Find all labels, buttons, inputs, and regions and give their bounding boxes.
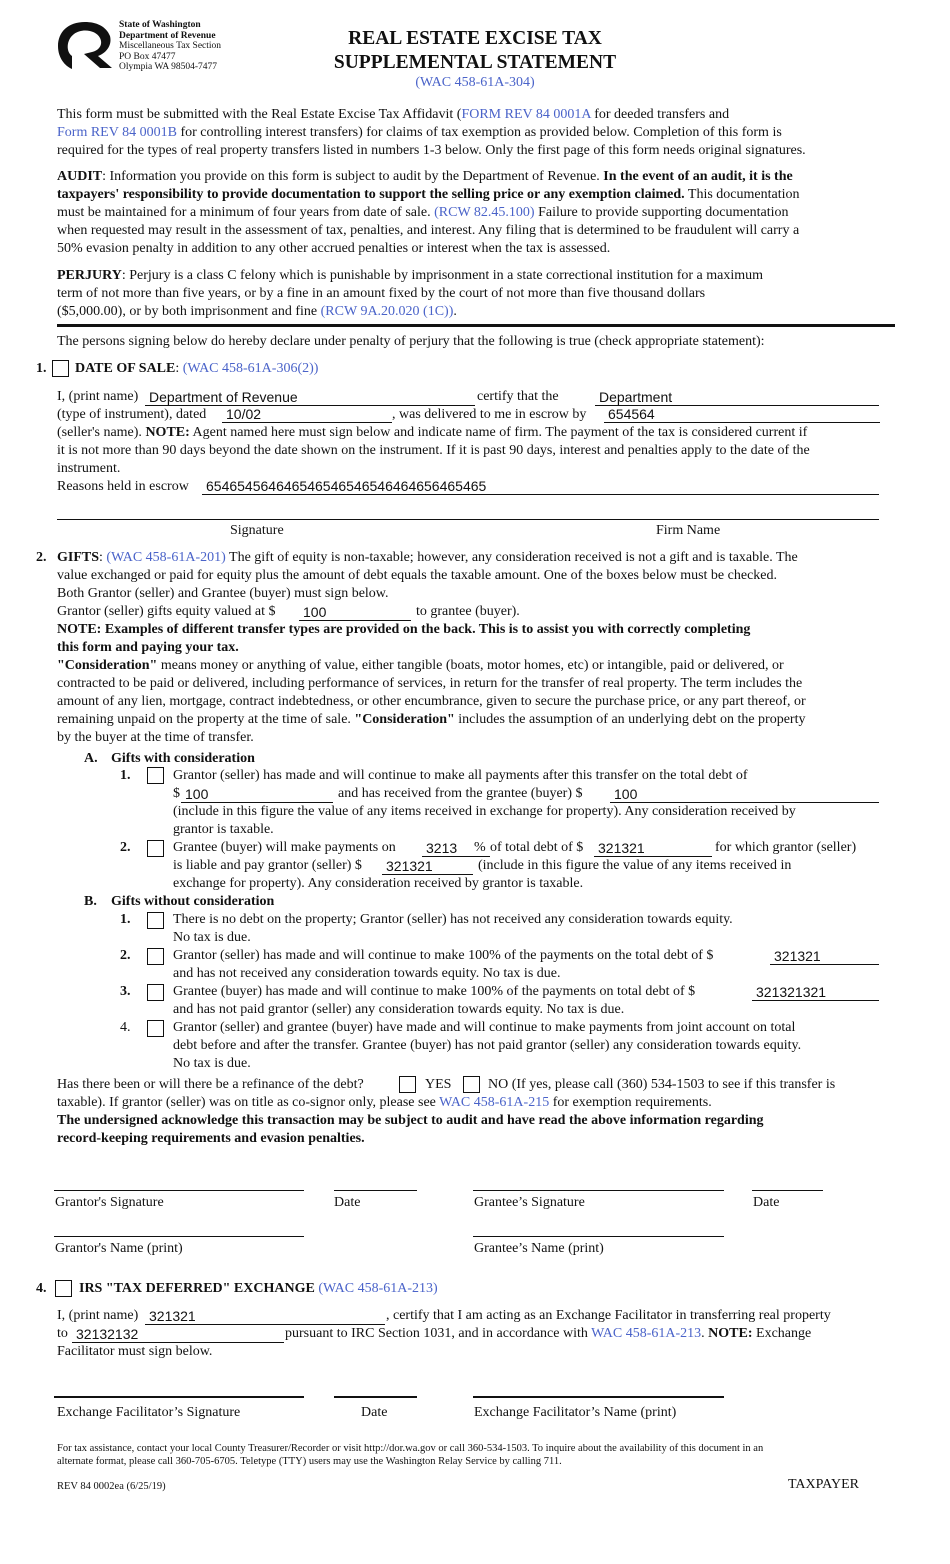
audit-line [57,204,897,222]
note-label: NOTE: [708,1326,753,1341]
subsection-b-title: Gifts without consideration [111,894,275,909]
date-of-sale-label: DATE OF SALE [75,361,176,376]
to-label: to [57,1326,68,1341]
a1-text: grantor is taxable. [173,822,274,837]
gifts-line: Both Grantor (seller) and Grantee (buyer) must sign below. [57,586,389,601]
a2-pay-field[interactable]: 321321 [382,858,473,875]
intro-paragraph [57,106,897,160]
acknowledgement [57,1112,897,1148]
equity-label: Grantor (seller) gifts equity valued at $ [57,604,276,619]
b1-checkbox[interactable] [147,912,164,929]
b2-total-debt-field[interactable]: 321321 [770,948,879,965]
form-84-0001a-link[interactable]: FORM REV 84 0001A [461,107,591,122]
b3-number: 3. [120,984,131,999]
facilitator-signature-line [54,1396,304,1398]
audit-line: when requested may result in the assessment of tax, penalties, and interest. Any filing that is determined to be fraudulent will carry a [57,223,800,238]
gifts-label: GIFTS [57,550,100,565]
b3-text: Grantee (buyer) has made and will continue to make 100% of the payments on total debt of $ [173,984,696,999]
reasons-field[interactable]: 654654564646546546546546464656465465 [202,478,879,495]
agency-line: State of Washington [119,20,201,30]
audit-line [57,168,897,186]
definition-text: includes the assumption of an underlying debt on the property [454,712,806,727]
gifts-line [57,549,897,567]
audit-bold: taxpayers' responsibility to provide documentation to support the selling price or any exemption claimed. [57,187,685,202]
audit-text: This documentation [684,187,800,202]
grantee-name-label: Grantee’s Name (print) [474,1241,604,1256]
date-label: Date [753,1195,780,1210]
certify-exchange-text: , certify that I am acting as an Exchange Facilitator in transferring real property [386,1308,831,1323]
date-line [752,1190,823,1191]
signature-line [57,519,879,520]
form-84-0001b-link[interactable]: Form REV 84 0001B [57,125,177,140]
section-4-text: Exchange [752,1326,812,1341]
grantor-name-line [54,1236,304,1237]
agency-address [119,20,221,73]
note-label: NOTE: [145,425,190,440]
print-name-label: I, (print name) [57,389,139,404]
a2-text: Grantee (buyer) will make payments on [173,840,396,855]
grantee-signature-label: Grantee’s Signature [474,1195,585,1210]
audit-text: : Information you provide on this form is subject to audit by the Department of Revenue. [102,169,604,184]
a1-number: 1. [120,768,131,783]
facilitator-name-label: Exchange Facilitator’s Name (print) [474,1405,677,1420]
a1-checkbox[interactable] [147,767,164,784]
section-1-number: 1. [36,361,47,376]
transfer-types-note [57,621,897,657]
a2-text: exchange for property). Any consideration received by grantor is taxable. [173,876,584,891]
note-text: (seller's name). [57,425,146,440]
grantor-signature-label: Grantor's Signature [55,1195,164,1210]
audit-label: AUDIT [57,169,103,184]
b3-total-debt-field[interactable]: 321321321 [752,984,879,1001]
transfer-to-field[interactable]: 32132132 [72,1326,284,1343]
assist-line: alternate format, please call 360-705-6705. Teletype (TTY) users may use the Washington Relay Service by calling 711. [57,1456,562,1467]
note-line: instrument. [57,461,121,476]
firm-name-label: Firm Name [656,523,721,538]
b3-checkbox[interactable] [147,984,164,1001]
refinance-yes-label: YES [425,1077,452,1092]
section-4-heading [79,1280,438,1298]
definition-line: contracted to be paid or delivered, including performance of services, in return for the transfer of real property. The term includes the [57,676,803,691]
subsection-a-title: Gifts with consideration [111,751,255,766]
b1-line: No tax is due. [173,930,251,945]
b2-checkbox[interactable] [147,948,164,965]
agency-line: Miscellaneous Tax Section [119,41,222,51]
section-divider [57,324,895,327]
section-4-line-2 [285,1325,811,1343]
a1-received-label: and has received from the grantee (buyer) $ [338,786,583,801]
certify-label: certify that the [477,389,559,404]
wac-201-link[interactable]: (WAC 458-61A-201) [106,550,226,565]
ack-line: The undersigned acknowledge this transaction may be subject to audit and have read the above information regarding [57,1113,764,1128]
b1-text [173,911,733,947]
refinance-yes-checkbox[interactable] [399,1076,416,1093]
a1-total-debt-field[interactable]: 100 [181,786,333,803]
refinance-line-2 [57,1094,712,1112]
b4-line: debt before and after the transfer. Grantee (buyer) has not paid grantor (seller) any consideration towards equity. [173,1038,802,1053]
delivered-label: , was delivered to me in escrow by [392,407,587,422]
title-wac-link[interactable]: (WAC 458-61A-304) [415,75,535,90]
reasons-label: Reasons held in escrow [57,479,189,494]
ack-line: record-keeping requirements and evasion penalties. [57,1131,365,1146]
intro-text: for deeded transfers and [590,107,730,122]
intro-text: This form must be submitted with the Real Estate Excise Tax Affidavit ( [57,107,462,122]
perjury-line [57,267,897,285]
a2-text: for which grantor (seller) [715,840,857,855]
definition-line: by the buyer at the time of transfer. [57,730,254,745]
a2-number: 2. [120,840,131,855]
wac-213-link[interactable]: (WAC 458-61A-213) [318,1281,438,1296]
b2-text: and has not received any consideration towards equity. No tax is due. [173,966,561,981]
date-line [334,1396,417,1398]
b4-checkbox[interactable] [147,1020,164,1037]
subsection-a-letter: A. [84,751,98,766]
rcw-9a-20-020-link[interactable]: (RCW 9A.20.020 (1C)) [320,304,454,319]
definition-line [57,657,897,675]
refinance-question: Has there been or will there be a refinance of the debt? [57,1077,364,1092]
definition-line [57,711,897,729]
a2-percent-sign: % [474,840,486,855]
date-label: Date [334,1195,361,1210]
perjury-line [57,303,897,321]
facilitator-print-name-label: I, (print name) [57,1308,139,1323]
audit-text: Failure to provide supporting documentation [534,205,789,220]
b2-number: 2. [120,948,131,963]
print-name-field[interactable]: Department of Revenue [145,389,475,406]
perjury-text: : Perjury is a class C felony which is punishable by imprisonment in a state correctional institution for a maximum [121,268,763,283]
equity-value-field[interactable]: 100 [299,604,411,621]
rcw-82-45-100-link[interactable]: (RCW 82.45.100) [434,205,535,220]
a2-total-debt-field[interactable]: 321321 [594,840,712,857]
grantee-signature-line [473,1190,724,1191]
type-instrument-label: (type of instrument), dated [57,407,207,422]
grantor-name-label: Grantor's Name (print) [55,1241,183,1256]
a1-dollar-sign: $ [173,786,180,801]
refinance-text: taxable). If grantor (seller) was on title as co-signor only, please see [57,1095,440,1110]
a2-percent-field[interactable]: 3213 [422,840,490,857]
definition-text: remaining unpaid on the property at the time of sale. [57,712,355,727]
note-text: Agent named here must sign below and indicate name of firm. The payment of the tax is considered current if [189,425,808,440]
date-of-sale-checkbox[interactable] [52,360,69,377]
instrument-date-field[interactable]: 10/02 [222,406,392,423]
form-title [290,27,660,75]
intro-line [57,106,897,124]
refinance-text: for exemption requirements. [549,1095,712,1110]
agency-line: Olympia WA 98504-7477 [119,62,217,72]
section-4-line-3: Facilitator must sign below. [57,1344,213,1359]
audit-text: must be maintained for a minimum of four years from date of sale. [57,205,435,220]
agency-line: Department of Revenue [119,30,216,41]
note-line: NOTE: Examples of different transfer types are provided on the back. This is to assist you with correctly completing [57,622,751,637]
refinance-no-label: NO (If yes, please call (360) 534-1503 to see if this transfer is [488,1077,836,1092]
form-id: REV 84 0002ea (6/25/19) [57,1481,166,1492]
b4-line: No tax is due. [173,1056,251,1071]
perjury-text: ($5,000.00), or by both imprisonment and fine [57,304,321,319]
definition-text: means money or anything of value, either tangible (boats, motor homes, etc) or intangible, paid or delivered, or [157,658,784,673]
a1-text: (include in this figure the value of any items received in exchange for property). Any consideration received by [173,804,796,819]
gifts-line: value exchanged or paid for equity plus the amount of debt equals the taxable amount. One of the boxes below must be checked. [57,568,778,583]
instrument-type-field[interactable]: Department [595,389,879,406]
a1-text: Grantor (seller) has made and will continue to make all payments after this transfer on the total debt of [173,768,748,783]
section-1-note [57,424,897,478]
consideration-definition [57,657,897,747]
note-line: it is not more than 90 days beyond the date shown on the instrument. If it is past 90 days, interest and penalties apply to the date of the [57,443,810,458]
declaration-text: The persons signing below do hereby declare under penalty of perjury that the following is true (check appropriate statement): [57,334,765,349]
tax-assistance-text [57,1442,902,1468]
facilitator-signature-label: Exchange Facilitator’s Signature [57,1405,241,1420]
facilitator-name-line [473,1396,724,1398]
b1-line: There is no debt on the property; Grantor (seller) has not received any consideration towards equity. [173,912,733,927]
refinance-no-checkbox[interactable] [463,1076,480,1093]
date-line [334,1190,417,1191]
date-label: Date [361,1405,388,1420]
b4-number: 4. [120,1020,131,1035]
b4-text [173,1019,801,1073]
consideration-term: "Consideration" [57,658,158,673]
agency-line: PO Box 47477 [119,51,176,62]
a2-text: of total debt of $ [490,840,584,855]
section-2-number: 2. [36,550,47,565]
dor-logo [56,20,114,70]
perjury-line: term of not more than five years, or by a fine in an amount fixed by the court of not more than five thousand dollars [57,286,706,301]
title-line-2: SUPPLEMENTAL STATEMENT [333,52,617,73]
gifts-text: The gift of equity is non-taxable; however, any consideration received is not a gift and is taxable. The [225,550,798,565]
perjury-paragraph [57,267,897,321]
title-line-1: REAL ESTATE EXCISE TAX [348,28,602,49]
note-line: this form and paying your tax. [57,640,239,655]
grantor-signature-line [54,1190,304,1191]
copy-designation: TAXPAYER [788,1477,859,1492]
assist-line: For tax assistance, contact your local County Treasurer/Recorder or visit http://dor.wa.gov or call 360-534-1503. To inquire about the availability of this document in an [57,1443,764,1454]
section-1-heading [75,360,318,378]
a2-text: is liable and pay grantor (seller) $ [173,858,362,873]
heading-colon: : [99,550,107,565]
a2-checkbox[interactable] [147,840,164,857]
facilitator-print-name-field[interactable]: 321321 [145,1308,385,1325]
tax-deferred-checkbox[interactable] [55,1280,72,1297]
wac-306-link[interactable]: (WAC 458-61A-306(2)) [182,361,319,376]
audit-line [57,186,897,204]
intro-text: for controlling interest transfers) for claims of tax exemption as provided below. Completion of this form is [176,125,782,140]
audit-paragraph [57,168,897,258]
intro-line [57,124,897,142]
grantee-name-line [473,1236,724,1237]
audit-line: 50% evasion penalty in addition to any other accrued penalties or interest when the tax is assessed. [57,241,611,256]
b4-line: Grantor (seller) and grantee (buyer) have made and will continue to make payments from joint account on total [173,1020,796,1035]
heading-colon: : [175,361,183,376]
b3-text: and has not paid grantor (seller) any consideration towards equity. No tax is due. [173,1002,625,1017]
note-line [57,424,897,442]
b2-text: Grantor (seller) has made and will continue to make 100% of the payments on the total debt of $ [173,948,714,963]
tax-deferred-label: IRS "TAX DEFERRED" EXCHANGE [79,1281,315,1296]
wac-213-link-inline[interactable]: WAC 458-61A-213 [591,1326,702,1341]
definition-line: amount of any lien, mortgage, contract indebtedness, or other encumbrance, given to secure the purchase price, or any part thereof, or [57,694,806,709]
section-4-number: 4. [36,1281,47,1296]
subsection-b-letter: B. [84,894,97,909]
to-grantee-label: to grantee (buyer). [416,604,520,619]
perjury-label: PERJURY [57,268,122,283]
section-4-text: pursuant to IRC Section 1031, and in accordance with [285,1326,592,1341]
intro-line: required for the types of real property transfers listed in numbers 1-3 below. Only the first page of this form needs original signatures. [57,143,806,158]
gifts-paragraph [57,549,897,603]
signature-label: Signature [230,523,284,538]
consideration-term: "Consideration" [354,712,455,727]
audit-bold: In the event of an audit, it is the [603,169,793,184]
perjury-text: . [453,304,457,319]
a1-received-field[interactable]: 100 [610,786,879,803]
escrow-agent-field[interactable]: 654564 [604,406,880,423]
b1-number: 1. [120,912,131,927]
a2-text: (include in this figure the value of any items received in [478,858,792,873]
section-4-text: . [701,1326,709,1341]
wac-215-link[interactable]: WAC 458-61A-215 [439,1095,550,1110]
